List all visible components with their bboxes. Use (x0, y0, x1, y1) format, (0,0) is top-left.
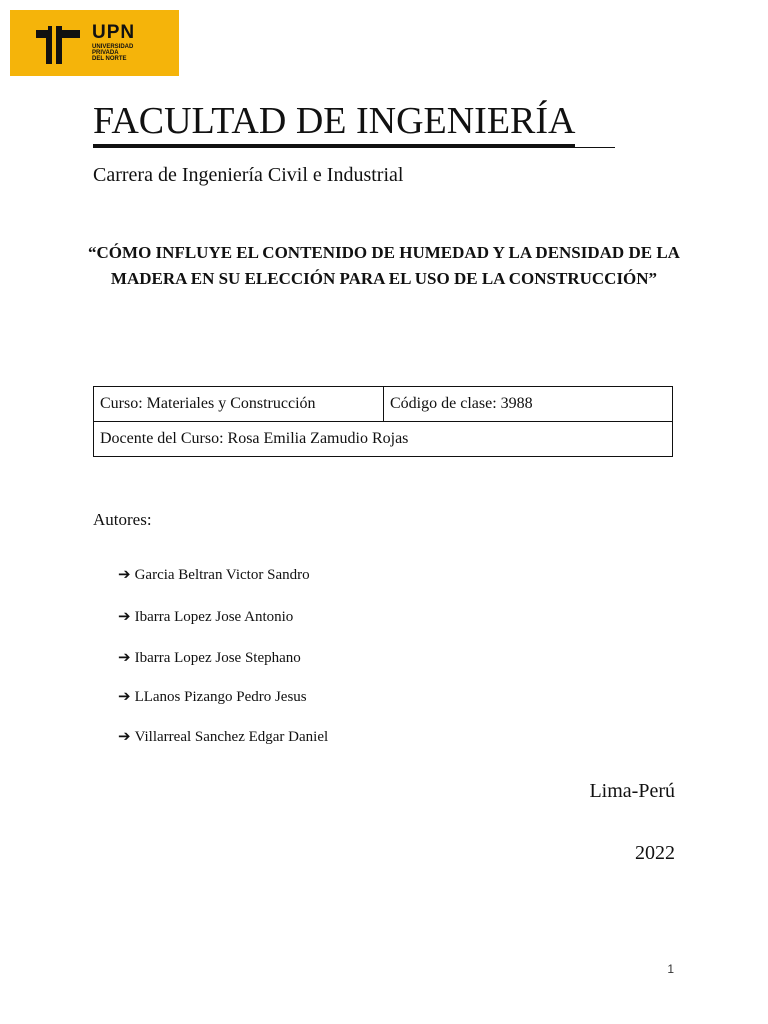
university-logo (10, 10, 179, 76)
logo-upn-text: UPN (92, 22, 136, 43)
course-info-table (93, 386, 673, 457)
course-cell: Curso: Materiales y Construcción (94, 387, 384, 422)
arrow-right-icon: ➔ (118, 565, 131, 583)
author-name: LLanos Pizango Pedro Jesus (134, 689, 307, 705)
arrow-right-icon: ➔ (118, 607, 131, 625)
authors-label: Autores: (93, 510, 152, 529)
author-name: Ibarra Lopez Jose Stephano (134, 650, 301, 666)
logo-subtitle: UNIVERSIDAD PRIVADA DEL NORTE (92, 44, 134, 63)
author-name: Garcia Beltran Victor Sandro (134, 567, 310, 583)
arrow-right-icon: ➔ (118, 727, 131, 745)
author-name: Ibarra Lopez Jose Antonio (134, 609, 294, 625)
author-item (118, 726, 328, 747)
author-item (118, 564, 310, 585)
logo-wordmark (92, 24, 135, 63)
author-item (118, 686, 307, 707)
city-label: Lima-Perú (589, 780, 675, 802)
document-title: “CÓMO INFLUYE EL CONTENIDO DE HUMEDAD Y LA DENSIDAD DE LA MADERA EN SU ELECCIÓN PARA EL USO DE LA CONSTRUCCIÓN” (88, 243, 680, 288)
author-item (118, 606, 293, 627)
author-item (118, 647, 301, 668)
year-label: 2022 (635, 842, 675, 864)
heading-underline (93, 147, 615, 148)
author-name: Villarreal Sanchez Edgar Daniel (134, 729, 329, 745)
table-row (94, 422, 673, 457)
class-code-cell: Código de clase: 3988 (384, 387, 673, 422)
teacher-cell: Docente del Curso: Rosa Emilia Zamudio Rojas (94, 422, 673, 457)
upn-torch-icon (36, 26, 92, 64)
arrow-right-icon: ➔ (118, 648, 131, 666)
table-row (94, 387, 673, 422)
faculty-heading: FACULTAD DE INGENIERÍA (93, 98, 575, 147)
arrow-right-icon: ➔ (118, 687, 131, 705)
career-subtitle: Carrera de Ingeniería Civil e Industrial (93, 164, 404, 186)
page-number: 1 (667, 962, 674, 976)
